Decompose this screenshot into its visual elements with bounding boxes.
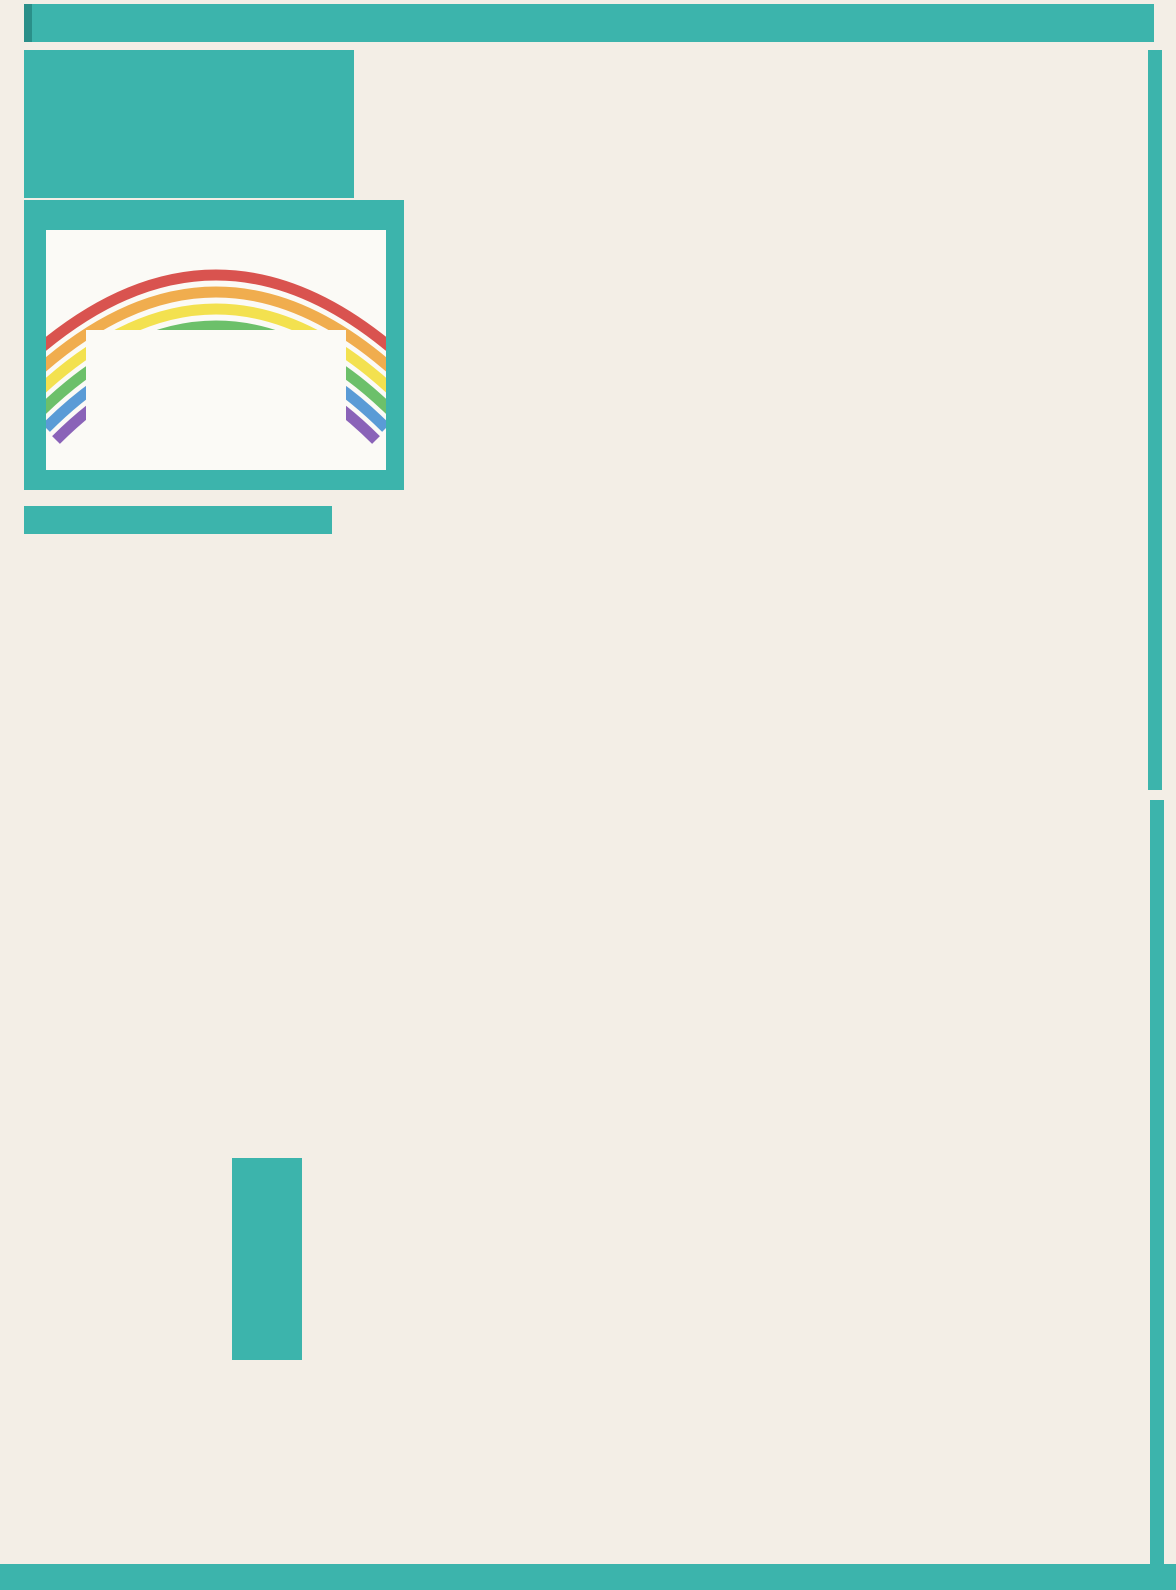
column-1 xyxy=(6,814,214,817)
frame-border-bottom xyxy=(0,1564,1176,1590)
frame-border-right xyxy=(1148,50,1162,790)
article-continuation xyxy=(0,796,1176,1590)
kicker-box xyxy=(24,50,354,198)
column-4 xyxy=(678,872,888,884)
section-header-bar xyxy=(24,4,1154,42)
intro-column xyxy=(40,566,250,790)
caption-box xyxy=(232,1158,302,1360)
drawing-panel xyxy=(24,200,404,490)
rainbow-icon xyxy=(46,230,386,470)
byline-bar xyxy=(24,506,332,534)
frame-border-right xyxy=(1150,800,1164,1580)
rainbow-drawing xyxy=(46,230,386,470)
